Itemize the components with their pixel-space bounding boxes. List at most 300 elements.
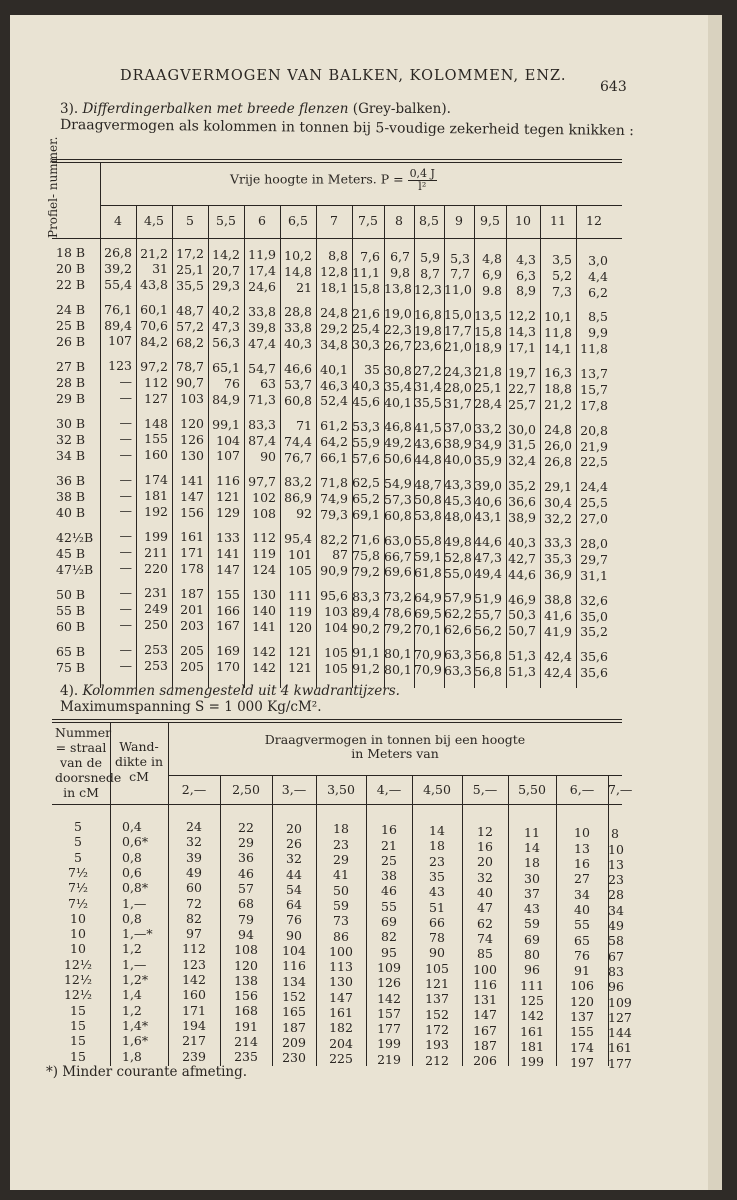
capacity-value: 17,7 (444, 323, 472, 339)
table2-column-divider (462, 804, 463, 1066)
capacity-value: 219 (377, 1051, 401, 1067)
capacity-value: 130 (329, 974, 353, 990)
capacity-value: 51,9 (474, 590, 502, 606)
capacity-value: 33,8 (248, 303, 276, 319)
capacity-value: 51,3 (508, 648, 536, 664)
table1-col-header (230, 168, 437, 192)
capacity-value: 35,2 (580, 624, 608, 640)
capacity-value: 32 (286, 851, 302, 867)
capacity-value: 86 (333, 928, 349, 944)
wall-thickness: 1,2 (122, 941, 142, 957)
wall-thickness: 1,2 (122, 1002, 142, 1018)
capacity-value: 61,8 (414, 565, 442, 581)
capacity-value: 204 (329, 1035, 353, 1051)
capacity-value: 107 (216, 448, 240, 464)
capacity-value: 56,8 (474, 647, 502, 663)
capacity-value: 5,3 (450, 250, 470, 266)
capacity-value: 10 (608, 841, 624, 857)
capacity-value: 28,0 (580, 535, 608, 551)
capacity-value: 42,7 (508, 550, 536, 566)
capacity-value: 25,1 (474, 380, 502, 396)
capacity-value: 177 (377, 1021, 401, 1037)
capacity-value: 108 (252, 505, 276, 521)
height-header: 7 (330, 213, 338, 228)
capacity-value: 60,8 (384, 507, 412, 523)
capacity-value: 161 (608, 1040, 632, 1056)
capacity-value: 141 (216, 545, 240, 561)
capacity-value: 35,5 (414, 395, 442, 411)
capacity-value: 120 (180, 416, 204, 432)
capacity-value: 14,8 (284, 263, 312, 279)
wall-thickness: 1,8 (122, 1048, 142, 1064)
capacity-value: 69,1 (352, 507, 380, 523)
table1-column-divider (444, 238, 445, 688)
capacity-value: 116 (216, 473, 240, 489)
table2-top-rule (52, 719, 622, 720)
capacity-value: 25,1 (176, 262, 204, 277)
capacity-value: 182 (329, 1020, 353, 1036)
wall-thickness: 1,6* (122, 1033, 149, 1049)
capacity-value: 47,3 (212, 319, 240, 335)
height-header: 5,50 (518, 782, 546, 797)
capacity-value: 21 (296, 279, 312, 295)
height-header: 8 (395, 213, 403, 228)
capacity-value: 55,7 (474, 606, 502, 622)
capacity-value: 31 (152, 261, 168, 277)
capacity-value: 121 (288, 644, 312, 660)
capacity-value: — (119, 528, 132, 544)
capacity-value: 100 (329, 943, 353, 959)
capacity-value: 125 (520, 992, 544, 1008)
capacity-value: 231 (144, 585, 168, 601)
capacity-value: 111 (520, 977, 544, 993)
capacity-value: 97,2 (140, 358, 168, 374)
capacity-value: 147 (329, 989, 353, 1005)
capacity-value: 14,3 (508, 324, 536, 340)
capacity-value: 32 (186, 834, 202, 850)
capacity-value: 12,3 (414, 281, 442, 297)
capacity-value: 49 (608, 918, 624, 933)
capacity-value: 75,8 (352, 548, 380, 564)
height-header: 6 (258, 213, 266, 228)
capacity-value: 96 (524, 962, 540, 978)
capacity-value: 126 (377, 975, 401, 991)
capacity-value: 34 (574, 886, 590, 902)
capacity-value: 134 (282, 973, 306, 989)
capacity-value: 80,1 (384, 661, 412, 677)
capacity-value: — (119, 657, 132, 673)
table2-column-divider (366, 804, 367, 1066)
capacity-value: 16 (477, 839, 493, 855)
table2-column-divider (316, 804, 317, 1066)
capacity-value: 94 (238, 926, 254, 942)
capacity-value: 191 (234, 1018, 258, 1034)
capacity-value: 39,0 (474, 477, 502, 493)
capacity-value: 12,2 (508, 308, 536, 324)
capacity-value: — (119, 584, 132, 600)
capacity-value: 157 (377, 1005, 401, 1021)
capacity-value: 41,5 (414, 419, 442, 435)
height-header-divider (540, 205, 541, 238)
capacity-value: 57,2 (176, 318, 204, 334)
capacity-value: 63,0 (384, 532, 412, 548)
capacity-value: — (119, 487, 132, 503)
profile-number: 75 B (56, 660, 86, 675)
capacity-value: 171 (182, 1002, 206, 1018)
capacity-value: 9,9 (588, 325, 608, 341)
capacity-value: 12,8 (320, 264, 348, 280)
capacity-value: 19,8 (414, 322, 442, 338)
table1-column-divider (172, 238, 173, 688)
profile-number: 24 B (56, 302, 86, 317)
capacity-value: 26,8 (544, 453, 572, 469)
capacity-value: 36,6 (508, 494, 536, 510)
table2-col2-header: Wand- dikte in cM (114, 739, 164, 784)
capacity-value: 30 (524, 870, 540, 886)
capacity-value: 39,8 (248, 319, 276, 335)
capacity-value: 48,7 (414, 476, 442, 492)
capacity-value: 27,0 (580, 511, 608, 527)
capacity-value: 29,3 (212, 278, 240, 294)
profile-number: 34 B (56, 448, 86, 463)
capacity-value: 11,1 (352, 264, 380, 280)
capacity-value: 13,7 (580, 366, 608, 382)
table1-column-divider (316, 238, 317, 688)
capacity-value: 116 (473, 976, 497, 992)
profile-number: 27 B (56, 359, 86, 374)
capacity-value: 50,7 (508, 623, 536, 639)
capacity-value: 201 (180, 601, 204, 617)
capacity-value: 26,7 (384, 337, 412, 353)
capacity-value: 91,1 (352, 645, 380, 661)
height-header-divider (462, 775, 463, 804)
capacity-value: 91,2 (352, 661, 380, 677)
capacity-value: 22,5 (580, 454, 608, 470)
capacity-value: 84,9 (212, 391, 240, 407)
capacity-value: 168 (234, 1003, 258, 1019)
capacity-value: 62,6 (444, 622, 472, 638)
capacity-value: 41,6 (544, 608, 572, 623)
height-header-divider (220, 775, 221, 804)
capacity-value: 23 (608, 872, 624, 888)
radius-number: 5 (74, 849, 82, 865)
capacity-value: 120 (234, 957, 258, 973)
capacity-value: 155 (144, 431, 168, 447)
capacity-value: 142 (520, 1008, 544, 1024)
capacity-value: 25 (381, 852, 397, 868)
capacity-value: 52,4 (320, 393, 348, 409)
capacity-value: 40,2 (212, 303, 240, 319)
capacity-value: 69,5 (414, 605, 442, 621)
capacity-value: 31,5 (508, 437, 536, 453)
capacity-value: 141 (180, 472, 204, 488)
height-header-divider (384, 205, 385, 238)
capacity-value: 79 (238, 911, 254, 927)
capacity-value: 44,6 (508, 566, 536, 582)
capacity-value: 58 (608, 933, 624, 949)
capacity-value: 82,2 (320, 531, 348, 547)
height-header-divider (474, 205, 475, 238)
capacity-value: 133 (216, 529, 240, 545)
capacity-value: 41 (333, 867, 349, 883)
capacity-value: 121 (425, 976, 449, 991)
capacity-value: 46,6 (284, 361, 312, 377)
capacity-value: 13 (574, 840, 590, 856)
capacity-value: 87,4 (248, 433, 276, 449)
capacity-value: 8,8 (328, 248, 348, 264)
capacity-value: 83,2 (284, 474, 312, 490)
page-edge (708, 15, 722, 1190)
capacity-value: 55 (381, 898, 397, 914)
profile-number: 60 B (56, 619, 86, 634)
capacity-value: 211 (144, 544, 168, 560)
capacity-value: 82 (186, 910, 202, 926)
capacity-value: 76 (224, 375, 240, 391)
capacity-value: 199 (520, 1054, 544, 1070)
capacity-value: 90,2 (352, 620, 380, 636)
capacity-value: 21,2 (544, 397, 572, 413)
capacity-value: 127 (608, 1009, 632, 1025)
capacity-value: 80,1 (384, 646, 412, 661)
capacity-value: 95,4 (284, 531, 312, 547)
section-4-title (60, 683, 400, 699)
capacity-value: 31,1 (580, 567, 608, 583)
capacity-value: 155 (570, 1024, 594, 1040)
capacity-value: 24,8 (320, 304, 348, 320)
capacity-value: 161 (520, 1023, 544, 1039)
capacity-value: 131 (473, 992, 497, 1008)
capacity-value: 46,9 (508, 591, 536, 607)
capacity-value: 230 (282, 1050, 306, 1066)
capacity-value: 96 (608, 979, 624, 995)
capacity-value: 32 (477, 869, 493, 885)
capacity-value: 18,9 (474, 339, 502, 355)
capacity-value: 91 (574, 963, 590, 979)
capacity-value: 24 (186, 819, 202, 834)
capacity-value: 121 (216, 489, 240, 505)
capacity-value: 22,3 (384, 321, 412, 337)
capacity-value: 129 (216, 505, 240, 521)
capacity-value: 6,9 (482, 266, 502, 282)
capacity-value: 68,2 (176, 334, 204, 350)
wall-thickness: 0,8 (122, 910, 142, 926)
capacity-value: — (119, 430, 132, 446)
profile-number: 18 B (56, 245, 86, 260)
capacity-value: 62 (477, 915, 493, 931)
capacity-value: 10,2 (284, 247, 312, 263)
capacity-value: 64,2 (320, 434, 348, 450)
capacity-value: 220 (144, 560, 168, 576)
capacity-value: 197 (570, 1054, 594, 1070)
capacity-value: 8,9 (516, 283, 536, 299)
capacity-value: 38,8 (544, 592, 572, 608)
capacity-value: 29 (333, 852, 349, 867)
table2-col1-header: Nummer = straal van de doorsnede in cM (55, 725, 122, 800)
capacity-value: 62,5 (352, 475, 380, 491)
capacity-value: 46 (381, 883, 397, 899)
capacity-value: 78,7 (176, 359, 204, 375)
capacity-value: 212 (425, 1052, 449, 1068)
capacity-value: 71 (296, 417, 312, 433)
capacity-value: 38,9 (444, 436, 472, 452)
capacity-value: 40,1 (320, 361, 348, 377)
capacity-value: 55 (574, 917, 590, 933)
table1-column-divider (576, 238, 577, 688)
capacity-value: 142 (252, 643, 276, 659)
capacity-value: 50 (333, 882, 349, 898)
table1-column-divider (208, 238, 209, 688)
capacity-value: 109 (608, 994, 632, 1010)
capacity-value: 43,6 (414, 435, 442, 451)
capacity-value: 18,1 (320, 280, 348, 296)
table1-column-divider (506, 238, 507, 688)
capacity-value: 15,0 (444, 307, 472, 323)
capacity-value: 30,0 (508, 421, 536, 437)
capacity-value: 119 (288, 603, 312, 619)
capacity-value: 15,8 (352, 280, 380, 296)
wall-thickness: 0,8* (122, 880, 149, 896)
capacity-value: 16 (574, 856, 590, 871)
capacity-value: 53,8 (414, 508, 442, 524)
capacity-value: 70,9 (414, 662, 442, 678)
capacity-value: 109 (377, 959, 401, 975)
capacity-value: 24,6 (248, 279, 276, 294)
radius-number: 5 (74, 834, 82, 850)
running-head: DRAAGVERMOGEN VAN BALKEN, KOLOMMEN, ENZ. (120, 68, 567, 84)
capacity-value: — (119, 390, 132, 406)
capacity-value: 21,9 (580, 438, 608, 454)
capacity-value: 42,4 (544, 648, 572, 664)
capacity-value: 69 (524, 931, 540, 947)
capacity-value: 141 (252, 618, 276, 634)
capacity-value: — (119, 641, 132, 657)
capacity-value: 28 (608, 887, 624, 903)
capacity-value: 70,1 (414, 621, 442, 637)
capacity-value: 11,9 (248, 247, 276, 263)
capacity-value: 235 (234, 1049, 258, 1065)
capacity-value: 9,8 (390, 265, 410, 281)
capacity-value: 174 (144, 472, 168, 488)
capacity-value: 40 (574, 901, 590, 917)
capacity-value: 42,4 (544, 664, 572, 680)
capacity-value: 29,1 (544, 478, 572, 494)
capacity-value: 40,3 (284, 336, 312, 352)
capacity-value: 100 (473, 961, 497, 977)
capacity-value: 112 (252, 530, 276, 546)
capacity-value: 3,5 (552, 252, 572, 268)
capacity-value: 142 (377, 990, 401, 1006)
capacity-value: 51,3 (508, 664, 536, 680)
capacity-value: 142 (252, 659, 276, 675)
capacity-value: 119 (252, 546, 276, 562)
capacity-value: 181 (520, 1038, 544, 1054)
capacity-value: 70,6 (140, 318, 168, 334)
radius-number: 15 (70, 1017, 86, 1033)
capacity-value: 48,0 (444, 508, 472, 524)
capacity-value: — (119, 471, 132, 487)
capacity-value: 21,6 (352, 305, 380, 321)
capacity-value: 72 (186, 895, 202, 911)
height-header: 12 (586, 213, 602, 228)
capacity-value: 43,1 (474, 509, 502, 525)
capacity-value: 46,3 (320, 377, 348, 393)
table1-column-divider (384, 238, 385, 688)
capacity-value: 74,4 (284, 433, 312, 449)
capacity-value: 6,2 (588, 284, 608, 300)
capacity-value: 32,4 (508, 453, 536, 469)
capacity-value: 11,8 (580, 341, 608, 357)
height-header: 11 (550, 213, 566, 228)
capacity-value: 49,2 (384, 435, 412, 451)
capacity-value: 152 (425, 1006, 449, 1022)
capacity-value: 30,3 (352, 337, 380, 353)
capacity-value: 5,2 (552, 268, 572, 284)
height-header-divider (316, 205, 317, 238)
wall-thickness: 0,6* (122, 834, 149, 850)
capacity-value: 63 (260, 376, 276, 392)
capacity-value: 16 (381, 822, 397, 838)
section-4-subtitle: Maximumspanning S = 1 000 Kg/cM². (60, 699, 322, 715)
capacity-value: 43 (429, 884, 445, 900)
wall-thickness: 1,— (122, 956, 147, 972)
capacity-value: 66,7 (384, 548, 412, 564)
table2-header-bottom-rule (52, 804, 622, 805)
capacity-value: 147 (473, 1007, 497, 1023)
capacity-value: 92 (296, 506, 312, 522)
capacity-value: 89,4 (352, 604, 380, 620)
capacity-value: 199 (144, 528, 168, 544)
capacity-value: 47,3 (474, 550, 502, 566)
profile-number: 28 B (56, 375, 86, 390)
profile-number: 30 B (56, 416, 86, 431)
capacity-value: 104 (216, 432, 240, 448)
capacity-value: 192 (144, 503, 168, 519)
capacity-value: 120 (288, 619, 312, 635)
capacity-value: 49,8 (444, 533, 472, 549)
capacity-value: 225 (329, 1050, 353, 1066)
capacity-value: 26 (286, 835, 302, 851)
capacity-value: 66 (429, 914, 445, 930)
height-header: 6,— (569, 782, 595, 797)
height-header-divider (244, 205, 245, 238)
height-header-divider (316, 775, 317, 804)
capacity-value: 187 (473, 1038, 497, 1053)
capacity-value: 172 (425, 1021, 449, 1037)
capacity-value: 23,6 (414, 338, 442, 354)
capacity-value: 8 (611, 826, 619, 842)
profile-number: 29 B (56, 391, 86, 406)
capacity-value: 14 (524, 839, 540, 855)
capacity-value: 54,7 (248, 360, 276, 376)
capacity-value: 12 (477, 823, 493, 839)
radius-number: 10 (70, 910, 86, 926)
capacity-value: 28,8 (284, 304, 312, 320)
radius-number: 12½ (63, 987, 93, 1003)
capacity-value: 203 (180, 617, 204, 633)
capacity-value: 95 (381, 944, 397, 960)
profile-number: 25 B (56, 318, 86, 333)
capacity-value: 147 (216, 561, 240, 577)
capacity-value: 31,4 (414, 379, 442, 395)
capacity-value: 14,2 (212, 246, 240, 262)
footnote: *) Minder courante afmeting. (46, 1064, 248, 1080)
capacity-value: 20 (286, 820, 302, 836)
capacity-value: 71,6 (352, 532, 380, 548)
profile-number: 47½B (56, 562, 94, 577)
height-header-divider (352, 205, 353, 238)
profile-number: 22 B (56, 277, 86, 292)
section-3-title-italic: Differdingerbalken met breede flenzen (82, 101, 349, 117)
